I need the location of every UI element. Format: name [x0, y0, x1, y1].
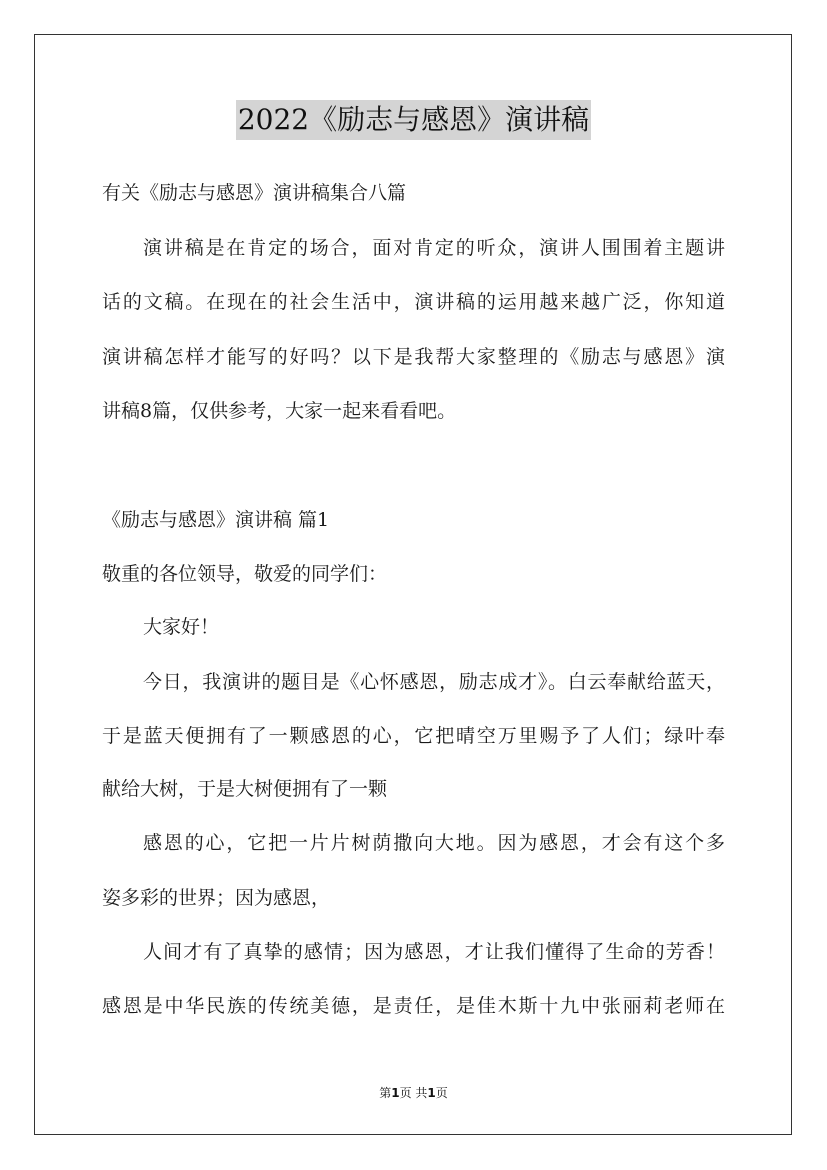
- paragraph-line: 今日，我演讲的题目是《心怀感恩，励志成才》。白云奉献给蓝天，: [143, 671, 725, 693]
- paragraph-line: 献给大树，于是大树便拥有了一颗: [102, 778, 388, 800]
- paragraph-line: 人间才有了真挚的感情；因为感恩，才让我们懂得了生命的芳香！: [143, 941, 725, 963]
- subtitle-line: 有关《励志与感恩》演讲稿集合八篇: [102, 182, 407, 204]
- paragraph-line: 于是蓝天便拥有了一颗感恩的心，它把晴空万里赐予了人们；绿叶奉: [102, 725, 725, 747]
- section-heading: 《励志与感恩》演讲稿 篇1: [102, 509, 330, 531]
- paragraph-line: 姿多彩的世界；因为感恩，: [102, 887, 331, 909]
- paragraph-line: 感恩的心，它把一片片树荫撒向大地。因为感恩，才会有这个多: [143, 832, 725, 854]
- title-area: [0, 100, 827, 140]
- paragraph-line: 话的文稿。在现在的社会生活中，演讲稿的运用越来越广泛，你知道: [102, 291, 725, 313]
- salutation-line: 敬重的各位领导，敬爱的同学们：: [102, 563, 388, 585]
- document-title: 2022《励志与感恩》演讲稿: [236, 100, 591, 140]
- page-prefix: 第: [379, 1086, 392, 1100]
- greeting-line: 大家好！: [143, 616, 220, 638]
- paragraph-line: 演讲稿是在肯定的场合，面对肯定的听众，演讲人围围着主题讲: [143, 237, 725, 259]
- paragraph-line: 讲稿8篇，仅供参考，大家一起来看看吧。: [102, 400, 457, 422]
- page-suffix: 页: [435, 1086, 448, 1100]
- paragraph-line: 演讲稿怎样才能写的好吗？以下是我帮大家整理的《励志与感恩》演: [102, 346, 725, 368]
- page-current: 1: [391, 1086, 400, 1100]
- page-total: 1: [427, 1086, 436, 1100]
- page-mid: 页 共: [399, 1086, 428, 1100]
- page-footer: [0, 1084, 827, 1101]
- paragraph-line: 感恩是中华民族的传统美德，是责任，是佳木斯十九中张丽莉老师在: [102, 995, 725, 1017]
